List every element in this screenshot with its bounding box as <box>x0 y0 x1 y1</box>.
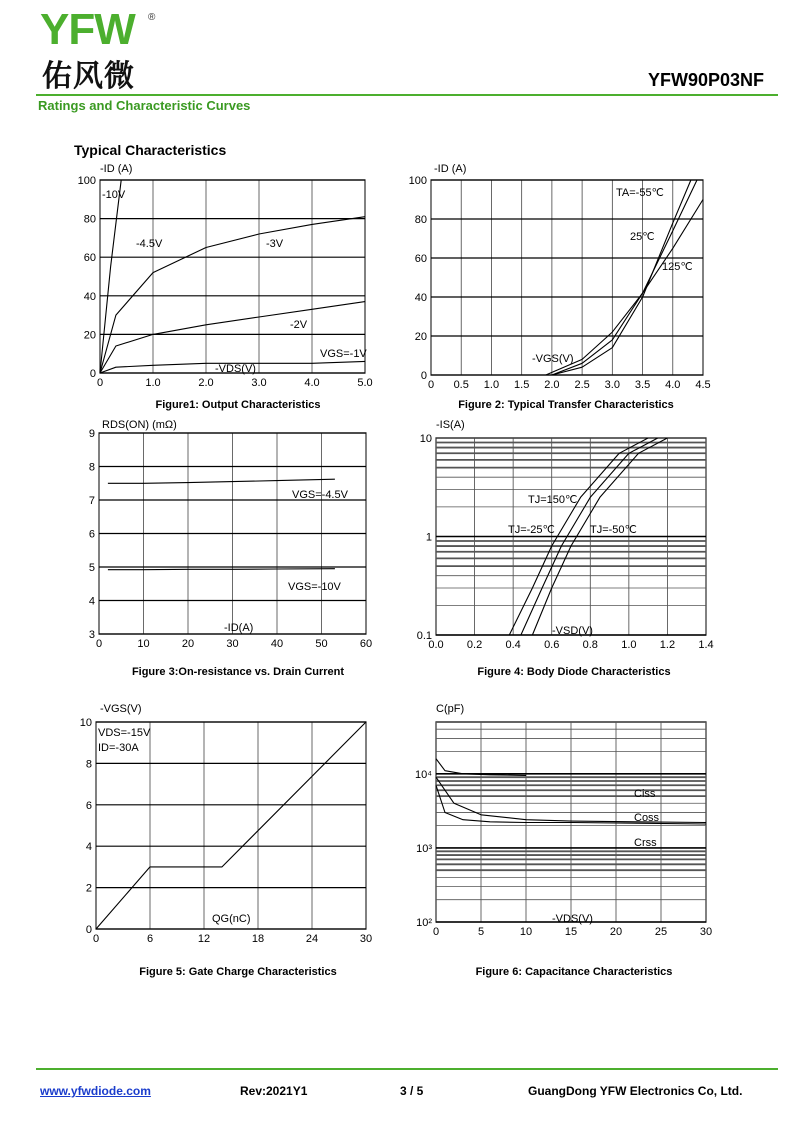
figure2-caption: Figure 2: Typical Transfer Characteristics <box>458 399 674 411</box>
fig3-label-4_5v: VGS=-4.5V <box>292 489 348 501</box>
fig5-xtick-label: 24 <box>305 933 319 945</box>
section-title: Typical Characteristics <box>74 142 227 158</box>
fig2-series-1 <box>552 180 697 375</box>
fig1-series-0 <box>100 180 121 373</box>
fig5-ylabel: -VGS(V) <box>100 703 142 715</box>
fig1-ytick-label: 20 <box>83 329 96 342</box>
website-link[interactable]: www.yfwdiode.com <box>40 1084 151 1098</box>
page-subtitle: Ratings and Characteristic Curves <box>38 98 251 113</box>
fig2-plot-frame <box>431 180 703 375</box>
fig5-ytick-label: 10 <box>79 717 92 729</box>
fig1-ytick-label: 40 <box>83 290 96 303</box>
fig2-xtick-label: 4.5 <box>695 379 711 391</box>
fig3-ytick-label: 7 <box>88 495 95 507</box>
fig2-xlabel: -VGS(V) <box>532 353 574 365</box>
figure5-caption: Figure 5: Gate Charge Characteristics <box>139 966 337 978</box>
fig2-xtick-label: 2.5 <box>574 379 590 391</box>
footer-page-number: 3 / 5 <box>400 1084 424 1098</box>
fig3-ytick-label: 8 <box>88 461 95 474</box>
fig2-label-25c: 25℃ <box>630 231 655 243</box>
fig2-xtick-label: 0 <box>427 379 435 391</box>
fig1-ytick-label: 80 <box>83 213 96 226</box>
fig2-series-0 <box>552 180 691 375</box>
fig1-ytick-label: 0 <box>89 368 96 380</box>
fig3-series-0 <box>108 479 335 483</box>
fig3-ytick-label: 6 <box>88 528 95 541</box>
fig4-ytick-label: 0.1 <box>416 630 432 642</box>
fig6-xtick-label: 20 <box>609 926 623 938</box>
fig4-xtick-label: 0.2 <box>466 639 483 651</box>
fig2-label-55c: TA=-55℃ <box>616 187 664 199</box>
fig5-ytick-label: 6 <box>85 799 92 812</box>
fig5-xtick-label: 12 <box>197 933 211 945</box>
fig6-xlabel: -VDS(V) <box>552 913 593 925</box>
fig3-xtick-label: 0 <box>95 638 103 650</box>
fig1-xtick-label: 3.0 <box>251 377 267 389</box>
fig3-ylabel: RDS(ON) (mΩ) <box>102 419 177 431</box>
fig6-xtick-label: 0 <box>432 926 440 938</box>
fig6-ytick-label: 10² <box>416 917 432 929</box>
fig2-xtick-label: 3.5 <box>634 379 651 391</box>
fig2-xtick-label: 1.5 <box>514 379 530 391</box>
fig1-label-2v: -2V <box>290 319 308 331</box>
fig4-label-25c: TJ=-25℃ <box>508 524 555 536</box>
fig3-xtick-label: 20 <box>181 638 195 650</box>
fig4-xtick-label: 1.4 <box>698 639 714 651</box>
fig6-label-ciss: Ciss <box>634 788 656 800</box>
footer-company: GuangDong YFW Electronics Co, Ltd. <box>528 1084 743 1098</box>
fig2-xtick-label: 4.0 <box>665 379 681 391</box>
fig2-ytick-label: 40 <box>414 292 427 304</box>
fig6-label-coss: Coss <box>634 812 660 824</box>
fig1-xtick-label: 5.0 <box>357 377 373 389</box>
figure3-on-resistance <box>60 418 380 658</box>
fig6-ytick-label: 10³ <box>416 842 432 855</box>
fig4-xtick-label: 0.6 <box>544 639 560 651</box>
fig3-xtick-label: 50 <box>315 638 328 650</box>
fig3-xtick-label: 60 <box>359 638 373 650</box>
fig4-label-50c: TJ=-50℃ <box>590 524 637 536</box>
fig6-xtick-label: 25 <box>654 926 668 938</box>
fig2-ytick-label: 60 <box>414 253 427 265</box>
fig5-ytick-label: 8 <box>85 758 92 771</box>
fig2-xtick-label: 3.0 <box>604 379 620 391</box>
figure6-caption: Figure 6: Capacitance Characteristics <box>475 966 673 978</box>
fig1-label-10v: -10V <box>102 189 126 201</box>
fig1-label-3v: -3V <box>266 238 284 250</box>
fig1-label-1v: VGS=-1V <box>320 348 367 360</box>
figure4-body-diode <box>400 418 720 658</box>
fig4-xtick-label: 1.2 <box>659 639 676 651</box>
logo-registered-mark: ® <box>148 12 156 23</box>
fig4-xtick-label: 1.0 <box>621 639 637 651</box>
fig6-label-crss: Crss <box>634 837 657 849</box>
fig3-xtick-label: 30 <box>226 638 239 650</box>
fig2-xtick-label: 2.0 <box>544 379 560 391</box>
fig4-xtick-label: 0.0 <box>428 639 444 651</box>
part-number: YFW90P03NF <box>647 70 764 90</box>
fig5-xtick-label: 18 <box>251 933 265 945</box>
footer-url[interactable] <box>40 1084 151 1098</box>
logo-chinese: 佑风微 <box>42 59 135 94</box>
footer-divider <box>36 1068 778 1070</box>
fig4-xlabel: -VSD(V) <box>552 625 593 637</box>
fig2-ylabel: -ID (A) <box>434 163 467 175</box>
fig1-xlabel: -VDS(V) <box>215 363 256 375</box>
fig1-xtick-label: 0 <box>96 377 104 389</box>
fig1-xtick-label: 4.0 <box>304 377 320 389</box>
footer-revision: Rev:2021Y1 <box>240 1084 308 1098</box>
fig3-ytick-label: 3 <box>88 629 95 641</box>
fig3-series-1 <box>108 569 335 570</box>
fig6-xtick-label: 15 <box>564 926 578 938</box>
fig6-ytick-label: 10⁴ <box>415 768 432 781</box>
fig5-xlabel: QG(nC) <box>212 913 251 925</box>
fig2-ytick-label: 0 <box>420 370 427 382</box>
fig3-ytick-label: 5 <box>88 562 95 574</box>
header-divider <box>36 94 778 96</box>
fig6-ylabel: C(pF) <box>436 703 465 715</box>
fig4-label-150c: TJ=150℃ <box>528 494 578 506</box>
fig5-ytick-label: 2 <box>85 882 92 895</box>
fig3-ytick-label: 4 <box>88 595 95 608</box>
figure5-gate-charge <box>60 700 380 950</box>
fig5-ytick-label: 0 <box>85 924 92 936</box>
fig4-ytick-label: 1 <box>425 531 432 544</box>
fig3-xtick-label: 40 <box>270 638 284 650</box>
fig1-label-4_5v: -4.5V <box>136 238 163 250</box>
fig5-label-vds: VDS=-15V <box>98 727 151 739</box>
fig1-ylabel: -ID (A) <box>100 163 133 175</box>
fig1-xtick-label: 2.0 <box>198 377 214 389</box>
fig2-xtick-label: 1.0 <box>483 379 500 391</box>
fig5-xtick-label: 0 <box>92 933 100 945</box>
fig2-xtick-label: 0.5 <box>453 379 469 391</box>
figure6-capacitance <box>400 700 720 950</box>
fig6-xtick-label: 5 <box>477 926 485 938</box>
fig5-ytick-label: 4 <box>85 841 92 854</box>
fig1-ytick-label: 60 <box>83 252 96 265</box>
fig6-xtick-label: 30 <box>699 926 713 938</box>
figure1-caption: Figure1: Output Characteristics <box>155 399 321 411</box>
fig6-xtick-label: 10 <box>519 926 533 938</box>
figure1-output-characteristics <box>60 160 380 400</box>
fig1-xtick-label: 1.0 <box>145 377 161 389</box>
fig2-ytick-label: 20 <box>414 331 427 343</box>
fig3-xlabel: -ID(A) <box>224 622 254 634</box>
fig4-ytick-label: 10 <box>419 433 432 445</box>
fig2-series-2 <box>546 200 703 376</box>
fig1-ytick-label: 100 <box>77 175 96 187</box>
figure2-transfer-characteristics <box>400 160 720 400</box>
fig2-ytick-label: 80 <box>414 214 427 226</box>
logo <box>40 5 170 96</box>
fig3-ytick-label: 9 <box>88 428 95 440</box>
fig4-xtick-label: 0.4 <box>505 639 521 651</box>
fig4-xtick-label: 0.8 <box>582 639 598 651</box>
fig2-label-125c: 125℃ <box>662 261 693 273</box>
fig2-ytick-label: 100 <box>408 175 427 187</box>
fig5-xtick-label: 30 <box>359 933 373 945</box>
fig1-plot-frame <box>100 180 365 373</box>
fig5-label-id: ID=-30A <box>98 742 139 754</box>
fig3-label-10v: VGS=-10V <box>288 581 341 593</box>
fig4-ylabel: -IS(A) <box>436 419 465 431</box>
figure4-caption: Figure 4: Body Diode Characteristics <box>477 666 671 678</box>
figure3-caption: Figure 3:On-resistance vs. Drain Current <box>131 666 345 678</box>
fig5-xtick-label: 6 <box>146 933 154 945</box>
logo-latin: YFW <box>40 5 135 54</box>
fig3-xtick-label: 10 <box>137 638 150 650</box>
